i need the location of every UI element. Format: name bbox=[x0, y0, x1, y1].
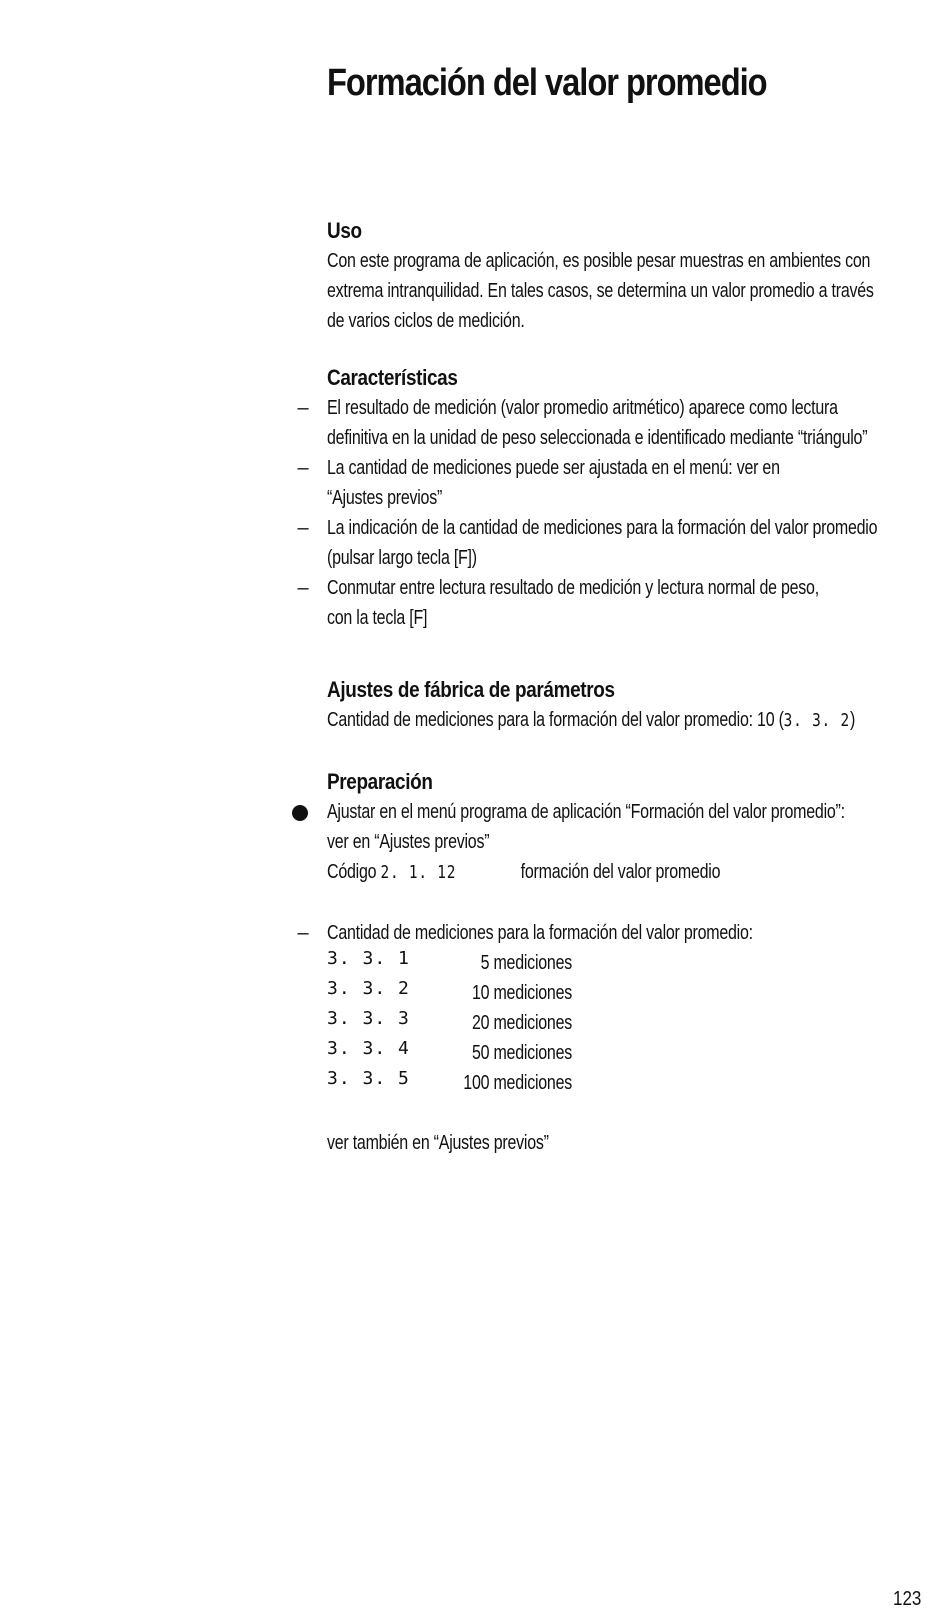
option-label: 10 mediciones bbox=[471, 982, 572, 1004]
dash-marker: – bbox=[297, 397, 309, 419]
section-heading-ajustes: Ajustes de fábrica de parámetros bbox=[327, 677, 615, 702]
list-item bbox=[297, 393, 927, 453]
section-preparacion bbox=[297, 767, 927, 1158]
section-heading-uso: Uso bbox=[327, 218, 362, 243]
list-item bbox=[297, 513, 927, 573]
list-item-line: La indicación de la cantidad de mediciones para la formación del valor promedio bbox=[327, 517, 878, 539]
bullet-item bbox=[327, 797, 927, 888]
paragraph-line: extrema intranquilidad. En tales casos, se determina un valor promedio a través bbox=[327, 280, 874, 302]
dash-marker: – bbox=[297, 517, 309, 539]
bullet-line: Ajustar en el menú programa de aplicación “Formación del valor promedio”: bbox=[327, 801, 845, 823]
list-item-line: Conmutar entre lectura resultado de medición y lectura normal de peso, bbox=[327, 577, 819, 599]
page-title: Formación del valor promedio bbox=[327, 62, 767, 104]
cantidad-line: Cantidad de mediciones para la formación del valor promedio: bbox=[327, 922, 753, 944]
option-label: 20 mediciones bbox=[471, 1012, 572, 1034]
option-code: 3. 3. 1 bbox=[327, 948, 410, 969]
section-uso bbox=[327, 216, 927, 336]
options-list bbox=[327, 948, 927, 1098]
option-code: 3. 3. 3 bbox=[327, 1008, 410, 1029]
dash-marker: – bbox=[297, 577, 309, 599]
section-heading-caracteristicas: Características bbox=[327, 365, 458, 390]
list-item-line: (pulsar largo tecla [F]) bbox=[327, 547, 477, 569]
list-item-line: con la tecla [F] bbox=[327, 607, 428, 629]
paragraph-line: Con este programa de aplicación, es posible pesar muestras en ambientes con bbox=[327, 250, 871, 272]
bullet-line: ver en “Ajustes previos” bbox=[327, 831, 490, 853]
option-code: 3. 3. 2 bbox=[327, 978, 410, 999]
list-item-line: “Ajustes previos” bbox=[327, 487, 443, 509]
dash-marker: – bbox=[297, 457, 309, 479]
factory-setting-line bbox=[327, 705, 856, 736]
list-item bbox=[297, 453, 927, 513]
codigo-description: formación del valor promedio bbox=[520, 861, 721, 883]
option-row bbox=[327, 948, 927, 978]
factory-setting-text: Cantidad de mediciones para la formación del valor promedio: 10 ( bbox=[327, 709, 784, 731]
bullet-dot-icon bbox=[292, 805, 308, 821]
codigo-line bbox=[327, 857, 807, 888]
paragraph-line: de varios ciclos de medición. bbox=[327, 310, 525, 332]
section-heading-preparacion: Preparación bbox=[327, 769, 433, 794]
factory-setting-close: ) bbox=[849, 709, 856, 731]
option-row bbox=[327, 978, 927, 1008]
list-item-line: La cantidad de mediciones puede ser ajustada en el menú: ver en bbox=[327, 457, 780, 479]
option-code: 3. 3. 5 bbox=[327, 1068, 410, 1089]
section-ajustes-fabrica bbox=[327, 675, 927, 736]
list-item-line: definitiva en la unidad de peso seleccionada e identificado mediante “triángulo” bbox=[327, 427, 868, 449]
option-row bbox=[327, 1038, 927, 1068]
codigo-value: 2. 1. 12 bbox=[380, 862, 457, 883]
dash-marker: – bbox=[297, 922, 309, 944]
list-item-line: El resultado de medición (valor promedio aritmético) aparece como lectura bbox=[327, 397, 838, 419]
section-caracteristicas bbox=[297, 363, 927, 633]
option-row bbox=[327, 1008, 927, 1038]
dash-item-cantidad bbox=[297, 918, 927, 948]
option-label: 5 mediciones bbox=[480, 952, 572, 974]
page-number: 123 bbox=[893, 1588, 922, 1610]
option-row bbox=[327, 1068, 927, 1098]
factory-setting-code: 3. 3. 2 bbox=[783, 710, 850, 731]
option-label: 50 mediciones bbox=[471, 1042, 572, 1064]
option-label: 100 mediciones bbox=[463, 1072, 572, 1094]
see-also-line: ver también en “Ajustes previos” bbox=[327, 1132, 549, 1154]
option-code: 3. 3. 4 bbox=[327, 1038, 410, 1059]
list-item bbox=[297, 573, 927, 633]
codigo-label: Código bbox=[327, 861, 377, 883]
